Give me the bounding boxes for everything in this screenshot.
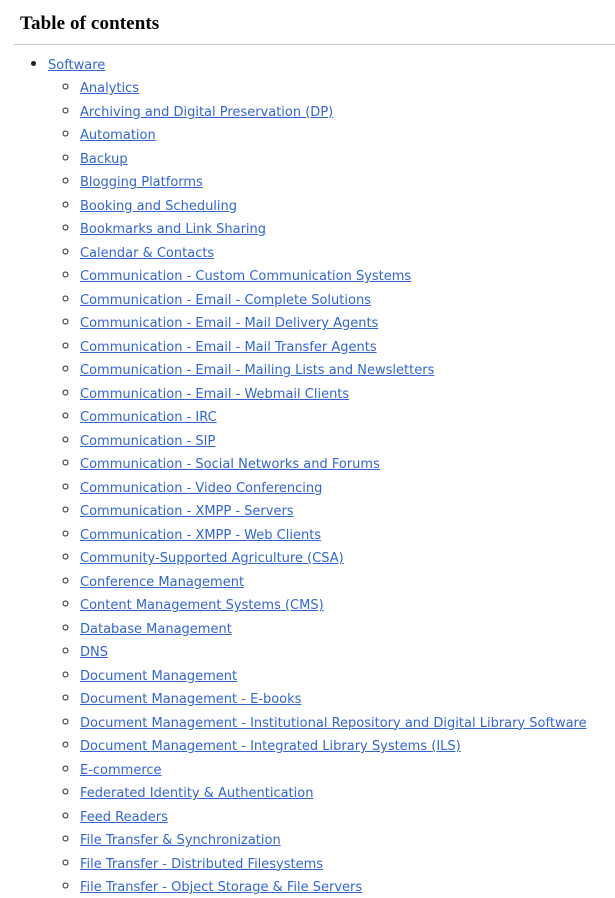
list-item — [80, 311, 601, 334]
list-item — [80, 781, 601, 804]
toc-link-booking-and-scheduling[interactable]: Booking and Scheduling — [80, 198, 238, 214]
toc-link-federated-identity-authentication[interactable]: Federated Identity & Authentication — [80, 786, 314, 801]
toc-link-backup[interactable]: Backup — [80, 151, 128, 167]
list-item — [80, 523, 601, 546]
toc-link-communication-irc[interactable]: Communication - IRC — [80, 410, 217, 425]
toc-link-communication-sip[interactable]: Communication - SIP — [80, 433, 216, 449]
page-title: Table of contents — [20, 13, 160, 34]
list-item — [80, 476, 601, 499]
toc-link-conference-management[interactable]: Conference Management — [80, 574, 245, 590]
list-item — [80, 758, 601, 781]
list-item — [80, 288, 601, 311]
list-item — [80, 852, 601, 875]
toc-link-blogging-platforms[interactable]: Blogging Platforms — [80, 175, 203, 190]
toc-sublist — [48, 76, 601, 898]
toc-root-list — [14, 54, 601, 898]
list-item — [80, 546, 601, 569]
toc-link-file-transfer-distributed-filesystems[interactable]: File Transfer - Distributed Filesystems — [80, 856, 324, 872]
toc-link-document-management-e-books[interactable]: Document Management - E-books — [80, 692, 302, 707]
toc-link-communication-email-mailing-lists-and-newsletters[interactable]: Communication - Email - Mailing Lists and Newsletters — [80, 363, 435, 378]
list-item — [80, 429, 601, 452]
list-item — [80, 241, 601, 264]
title-divider — [14, 44, 615, 45]
list-item — [80, 664, 601, 687]
toc-link-document-management[interactable]: Document Management — [80, 668, 238, 684]
toc-root-item — [48, 54, 601, 898]
toc-link-calendar-and-contacts[interactable]: Calendar & Contacts — [80, 245, 215, 261]
list-item — [80, 405, 601, 428]
list-item — [80, 170, 601, 193]
toc-link-communication-email-webmail-clients[interactable]: Communication - Email - Webmail Clients — [80, 386, 350, 402]
list-item — [80, 805, 601, 828]
list-item — [80, 264, 601, 287]
list-item — [80, 875, 601, 898]
toc-page — [0, 13, 615, 898]
toc-link-database-management[interactable]: Database Management — [80, 621, 232, 637]
toc-link-archiving-and-digital-preservation[interactable]: Archiving and Digital Preservation (DP) — [80, 104, 334, 120]
list-item — [80, 123, 601, 146]
list-item — [80, 617, 601, 640]
list-item — [80, 100, 601, 123]
toc-link-automation[interactable]: Automation — [80, 128, 156, 143]
toc-link-software[interactable]: Software — [48, 58, 106, 73]
toc-link-content-management-systems[interactable]: Content Management Systems (CMS) — [80, 598, 324, 613]
list-item — [80, 358, 601, 381]
toc-link-bookmarks-and-link-sharing[interactable]: Bookmarks and Link Sharing — [80, 222, 267, 237]
list-item — [80, 335, 601, 358]
list-item — [80, 499, 601, 522]
list-item — [80, 711, 601, 734]
list-item — [80, 217, 601, 240]
toc-link-e-commerce[interactable]: E-commerce — [80, 762, 162, 778]
toc-link-communication-custom-communication-systems[interactable]: Communication - Custom Communication Systems — [80, 269, 412, 284]
toc-link-analytics[interactable]: Analytics — [80, 81, 140, 96]
toc-link-dns[interactable]: DNS — [80, 645, 108, 660]
list-item — [80, 640, 601, 663]
list-item — [80, 382, 601, 405]
toc-link-file-transfer-object-storage-file-servers[interactable]: File Transfer - Object Storage & File Servers — [80, 880, 363, 895]
list-item — [80, 593, 601, 616]
toc-link-communication-email-complete-solutions[interactable]: Communication - Email - Complete Solutions — [80, 292, 371, 308]
toc-link-communication-xmpp-servers[interactable]: Communication - XMPP - Servers — [80, 504, 294, 519]
toc-link-document-management-integrated-library-systems[interactable]: Document Management - Integrated Library Systems (ILS) — [80, 739, 461, 754]
list-item — [80, 687, 601, 710]
toc-link-community-supported-agriculture[interactable]: Community-Supported Agriculture (CSA) — [80, 551, 344, 566]
toc-link-communication-social-networks-and-forums[interactable]: Communication - Social Networks and Forums — [80, 457, 380, 472]
list-item — [80, 452, 601, 475]
toc-link-communication-xmpp-web-clients[interactable]: Communication - XMPP - Web Clients — [80, 527, 322, 543]
toc-link-feed-readers[interactable]: Feed Readers — [80, 809, 168, 825]
list-item — [80, 828, 601, 851]
toc-link-communication-email-mail-transfer-agents[interactable]: Communication - Email - Mail Transfer Agents — [80, 339, 377, 355]
toc-link-file-transfer-synchronization[interactable]: File Transfer & Synchronization — [80, 833, 281, 848]
list-item — [80, 194, 601, 217]
list-item — [80, 147, 601, 170]
list-item — [80, 734, 601, 757]
list-item — [80, 76, 601, 99]
list-item — [80, 570, 601, 593]
toc-link-document-management-institutional-repository[interactable]: Document Management - Institutional Repository and Digital Library Software — [80, 715, 587, 731]
toc-link-communication-email-mail-delivery-agents[interactable]: Communication - Email - Mail Delivery Agents — [80, 316, 379, 331]
toc-link-communication-video-conferencing[interactable]: Communication - Video Conferencing — [80, 480, 323, 496]
